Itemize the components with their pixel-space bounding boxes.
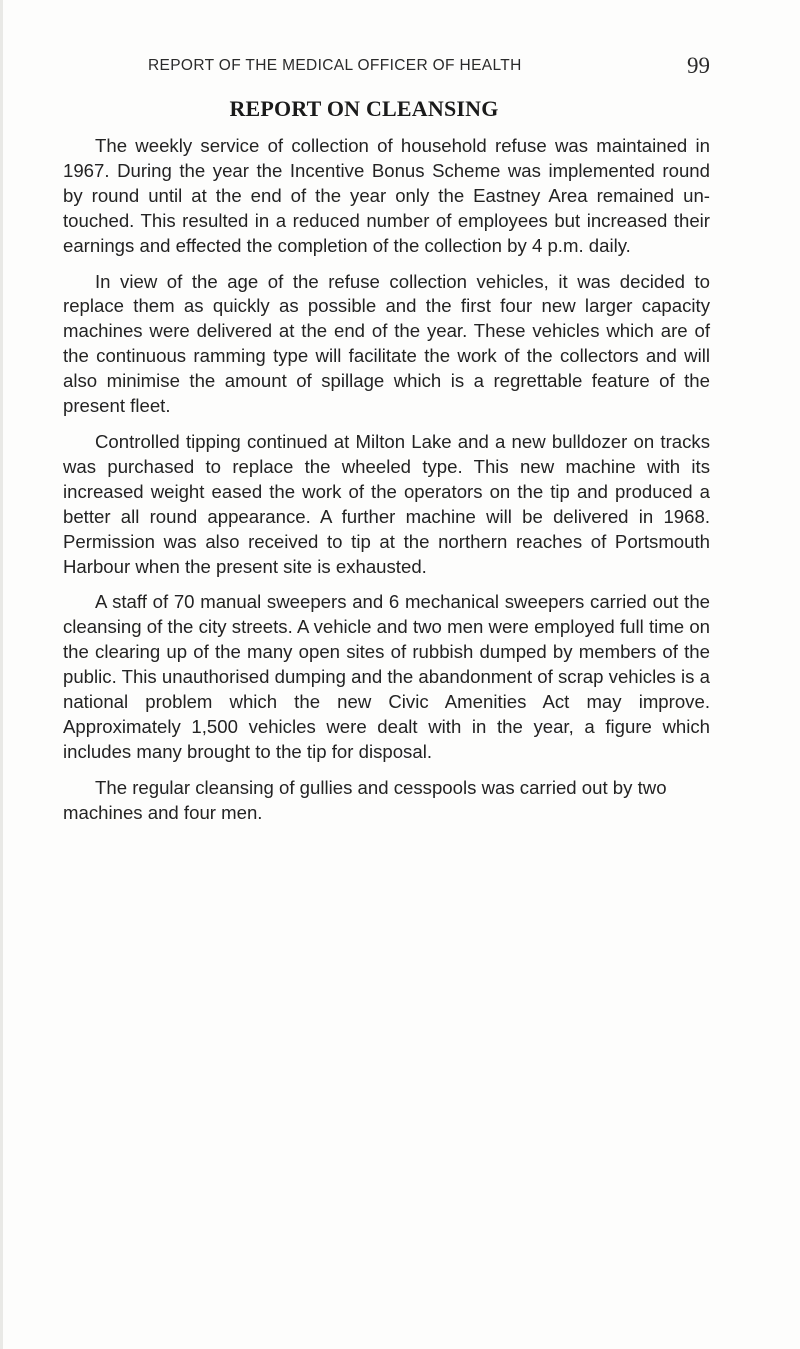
running-header-title: REPORT OF THE MEDICAL OFFICER OF HEALTH — [148, 57, 522, 74]
paragraph-refuse-collection: The weekly service of collection of household refuse was maintained in 1967. During the year the Incentive Bonus Scheme was implemented round by round until at the end of the year only the Eastney Area remained untouched. This resulted in a reduced number of employees but increased their earnings and effected the completion of the collection by 4 p.m. daily. — [63, 135, 710, 256]
paragraph-collection-vehicles: In view of the age of the refuse collection vehicles, it was decided to replace them as quickly as possible and the first four new larger capacity machines were delivered at the end of the year. These vehicles which are of the continuous ramming type will facilitate the work of the collectors and will also minimise the amount of spillage which is a regrettable feature of the present fleet. — [63, 270, 710, 417]
section-title: REPORT ON CLEANSING — [229, 96, 499, 121]
paragraph-controlled-tipping: Controlled tipping continued at Milton Lake and a new bulldozer on tracks was purchased to replace the wheeled type. This new machine with its increased weight eased the work of the operators on the tip and produced a better all round appearance. A further machine will be delivered in 1968. Permission was also received to tip at the northern reaches of Portsmouth Harbour when the present site is exhausted. — [63, 430, 710, 577]
paragraph-gully-cleansing: The regular cleansing of gullies and cesspools was carried out by two machines and four men. — [63, 776, 667, 823]
page-edge — [0, 0, 3, 1349]
page-number: 99 — [687, 53, 710, 78]
paragraph-street-sweeping: A staff of 70 manual sweepers and 6 mechanical sweepers carried out the cleansing of the city streets. A vehicle and two men were employed full time on the clearing up of the many open sites of rubbish dumped by members of the public. This unauthorised dumping and the abandonment of scrap vehicles is a national problem which the new Civic Amenities Act may improve. Approximately 1,500 vehicles were dealt with in the year, a figure which includes many brought to the tip for disposal. — [63, 591, 710, 762]
report-body — [63, 134, 710, 837]
